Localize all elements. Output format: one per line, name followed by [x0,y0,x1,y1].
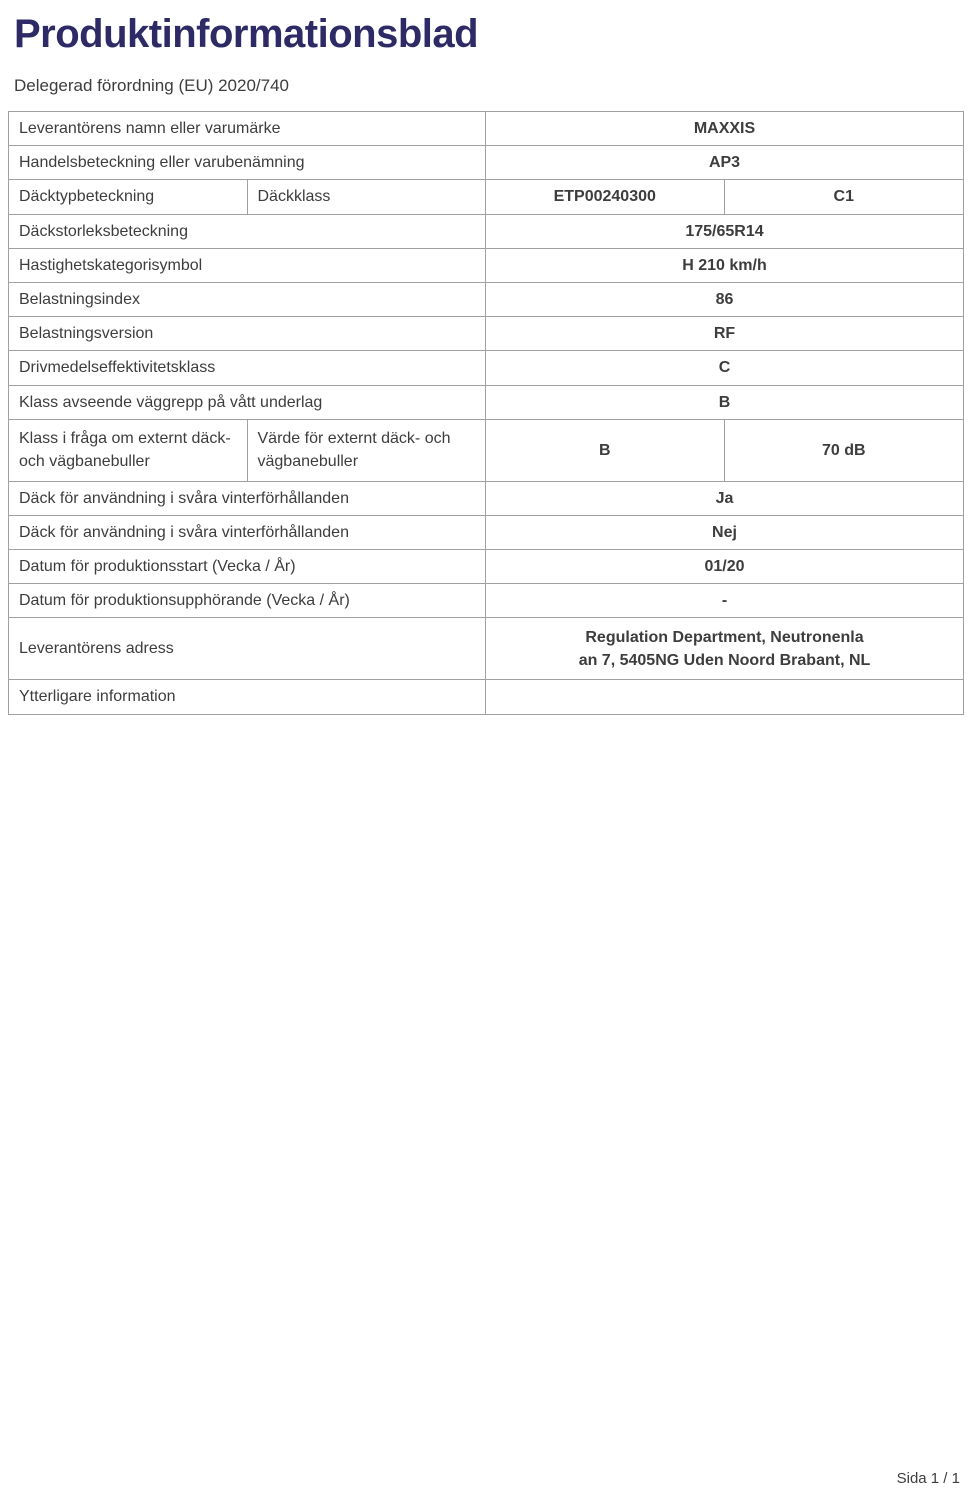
external-noise-value-label: Värde för externt däck- och vägbanebuller [248,420,487,481]
table-row-supplier-name [9,112,963,146]
load-index-label: Belastningsindex [9,283,486,316]
external-noise-class-value: B [486,420,725,481]
speed-symbol-label: Hastighetskategorisymbol [9,249,486,282]
table-row-trade-name [9,146,963,180]
severe-ice-value: Nej [712,523,737,541]
trade-name-value: AP3 [708,154,741,172]
table-row-load-version [9,317,963,351]
info-table [8,111,964,715]
product-information-sheet [0,0,972,715]
page-title: Produktinformationsblad [14,12,479,56]
wet-grip-label: Klass avseende väggrepp på vått underlag [9,386,486,419]
size-designation-label: Däckstorleksbeteckning [9,215,486,248]
production-end-value: - [721,592,728,610]
table-row-severe-ice [9,516,963,550]
trade-name-label: Handelsbeteckning eller varubenämning [9,146,486,179]
wet-grip-value: B [718,393,731,411]
load-index-value: 86 [715,290,734,308]
load-version-label: Belastningsversion [9,317,486,350]
table-row-supplier-address [9,618,963,680]
severe-snow-label: Däck för användning i svåra vinterförhållanden [9,482,486,515]
table-row-tyre-type [9,180,963,214]
tyre-class-label: Däckklass [248,180,487,213]
supplier-name-value: MAXXIS [693,120,756,137]
additional-info-label: Ytterligare information [9,680,486,713]
table-row-production-end [9,584,963,618]
table-row-severe-snow [9,482,963,516]
supplier-address-value [486,618,963,679]
table-row-speed-symbol [9,249,963,283]
production-end-label: Datum för produktionsupphörande (Vecka / År) [9,584,486,617]
severe-snow-value: Ja [715,489,734,507]
production-start-label: Datum för produktionsstart (Vecka / År) [9,550,486,583]
tyre-type-value: ETP00240300 [486,180,725,213]
fuel-efficiency-value: C [718,359,731,377]
table-row-size-designation [9,215,963,249]
table-row-load-index [9,283,963,317]
size-designation-value: 175/65R14 [685,222,764,240]
table-row-external-noise [9,420,963,482]
external-noise-class-label: Klass i fråga om externt däck- och vägbanebuller [9,420,248,481]
external-noise-db-value: 70 dB [821,441,866,459]
regulation-subtitle: Delegerad förordning (EU) 2020/740 [14,76,290,95]
page-number: Sida 1 / 1 [896,1470,960,1487]
tyre-type-label: Däcktypbeteckning [9,180,248,213]
fuel-efficiency-label: Drivmedelseffektivitetsklass [9,351,486,384]
additional-info-value [486,680,963,713]
table-row-production-start [9,550,963,584]
production-start-value: 01/20 [704,558,745,576]
supplier-address-line-2: an 7, 5405NG Uden Noord Brabant, NL [578,651,871,669]
severe-ice-label: Däck för användning i svåra vinterförhållanden [9,516,486,549]
supplier-name-label: Leverantörens namn eller varumärke [9,112,486,145]
table-row-additional-info [9,680,963,714]
table-row-fuel-efficiency [9,351,963,385]
tyre-class-value: C1 [833,188,854,206]
supplier-address-line-1: Regulation Department, Neutronenla [585,628,864,646]
supplier-address-label: Leverantörens adress [9,618,486,679]
load-version-value: RF [713,325,736,343]
speed-symbol-value: H 210 km/h [682,256,767,274]
table-row-wet-grip [9,386,963,420]
